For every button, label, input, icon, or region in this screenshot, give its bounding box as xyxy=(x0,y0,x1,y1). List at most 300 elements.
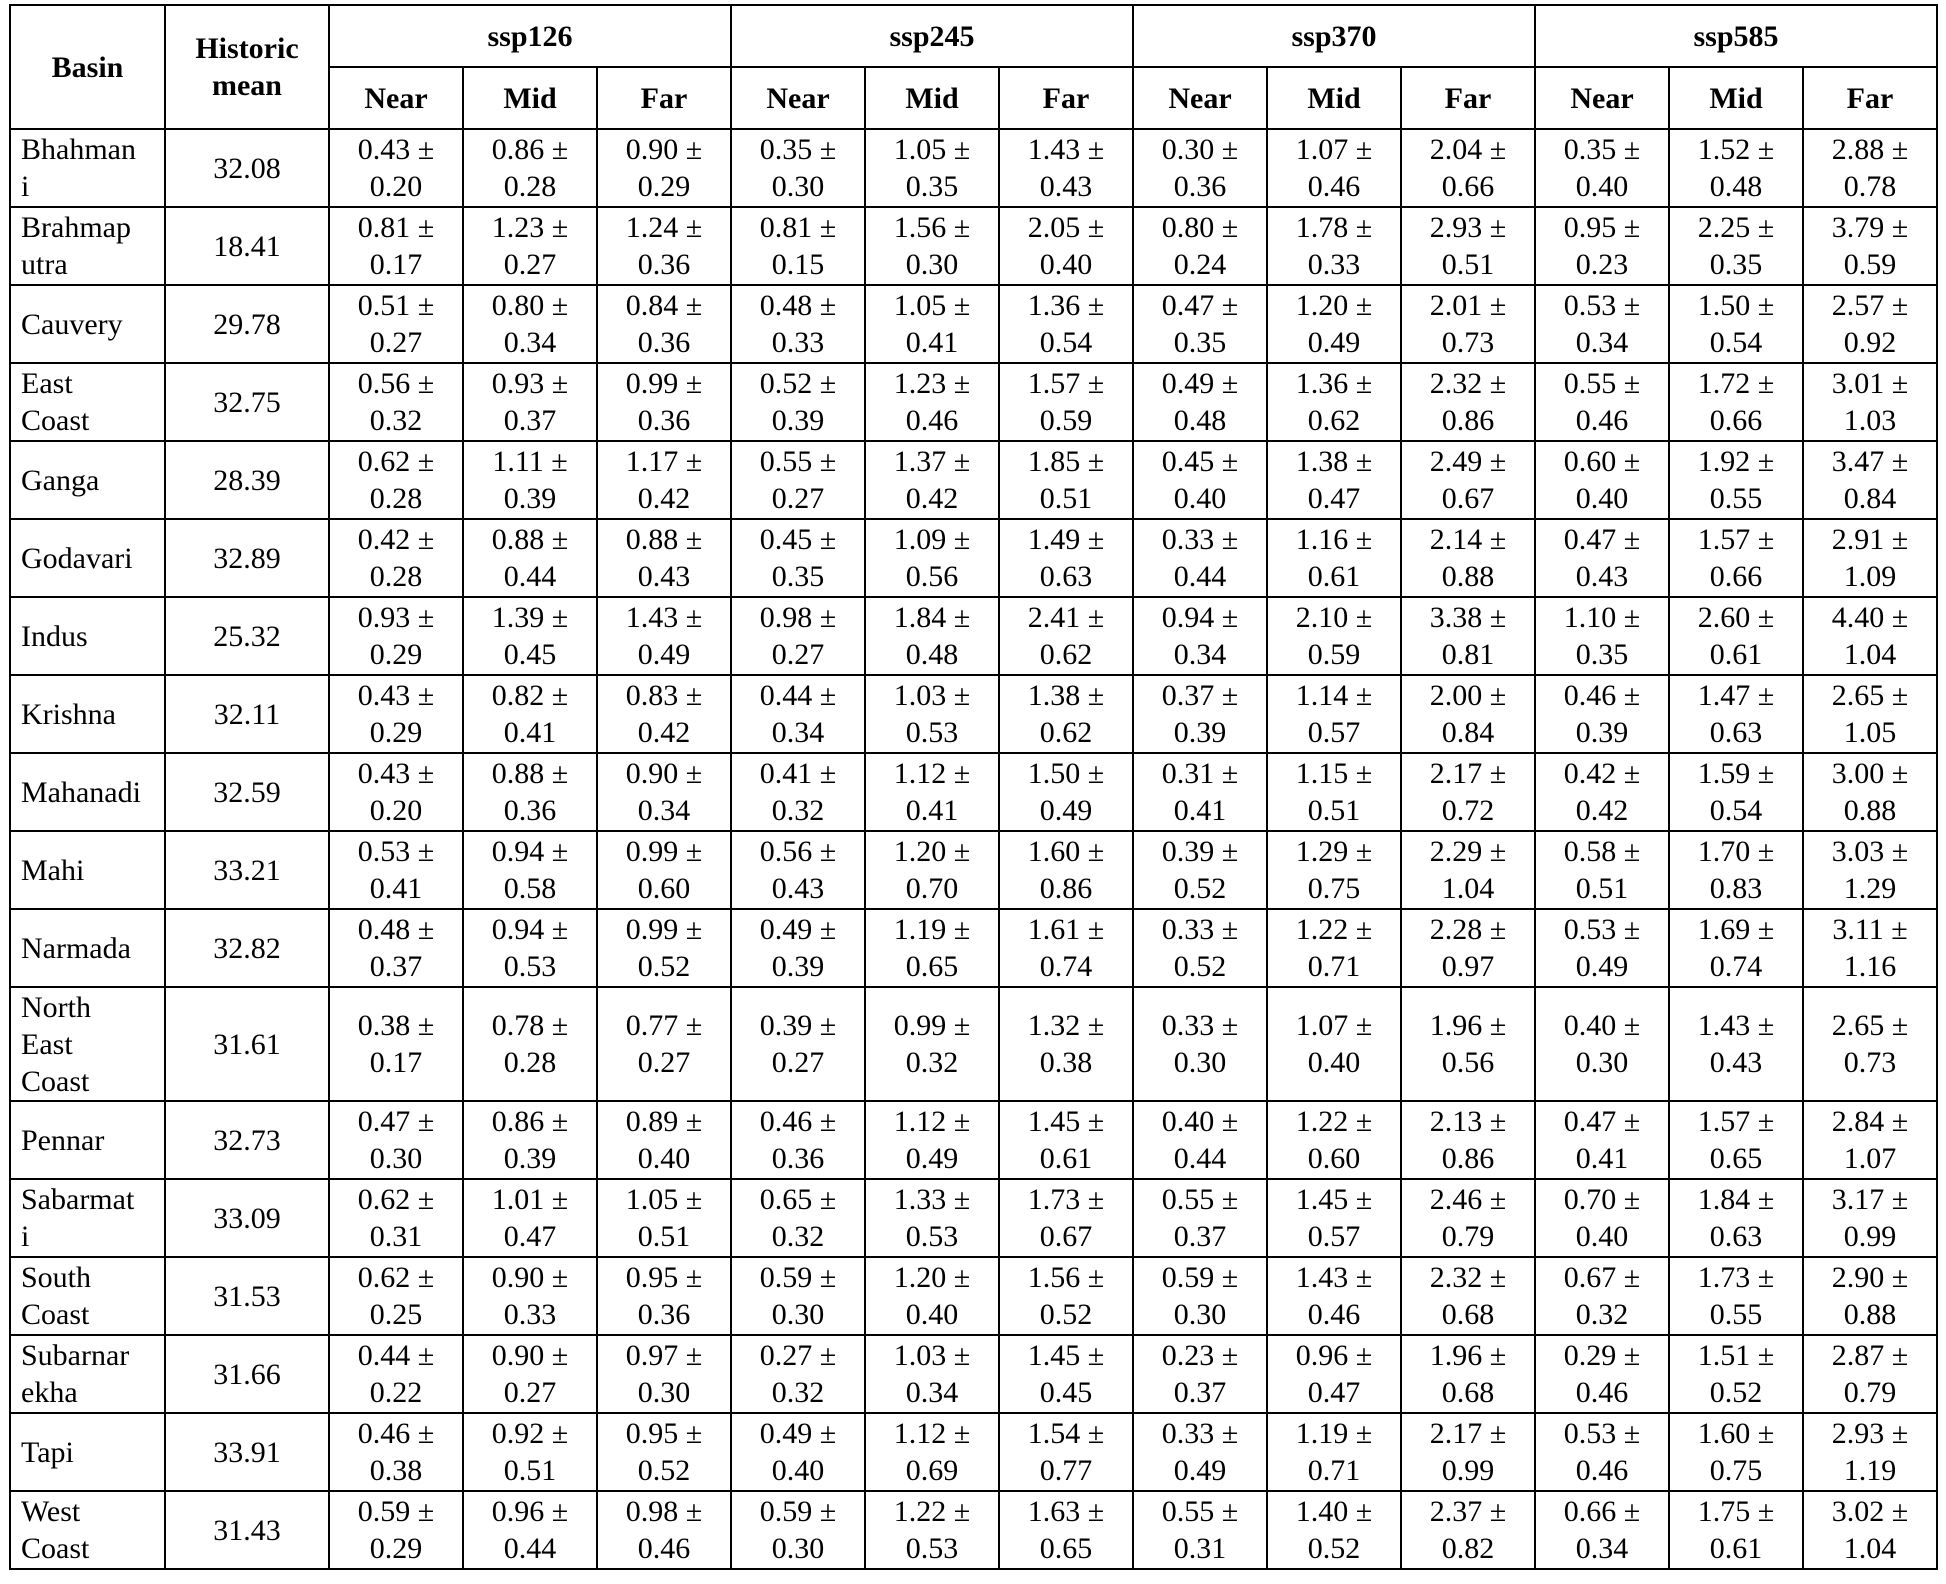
value-mean: 0.77 ± xyxy=(625,1009,703,1042)
value-mean: 1.45 ± xyxy=(1027,1339,1105,1372)
value-cell xyxy=(1267,1491,1401,1569)
value-sd: 0.68 xyxy=(1441,1376,1495,1409)
value-cell xyxy=(1401,1101,1535,1179)
value-mean: 0.43 ± xyxy=(357,133,435,166)
value-mean: 0.82 ± xyxy=(491,679,569,712)
value-cell xyxy=(1803,363,1937,441)
value-sd: 0.30 xyxy=(771,170,825,203)
value-mean: 0.42 ± xyxy=(357,523,435,556)
value-mean: 1.20 ± xyxy=(1295,289,1373,322)
value-mean: 0.35 ± xyxy=(1563,133,1641,166)
value-mean: 0.88 ± xyxy=(491,523,569,556)
value-sd: 0.86 xyxy=(1441,1142,1495,1175)
value-cell xyxy=(1267,1413,1401,1491)
value-mean: 2.17 ± xyxy=(1429,757,1507,790)
value-cell xyxy=(865,753,999,831)
value-cell xyxy=(1401,519,1535,597)
table-row xyxy=(10,1257,1937,1335)
value-mean: 3.17 ± xyxy=(1831,1183,1909,1216)
value-mean: 0.56 ± xyxy=(357,367,435,400)
value-cell xyxy=(1803,831,1937,909)
value-cell xyxy=(865,519,999,597)
value-cell xyxy=(597,519,731,597)
value-sd: 0.56 xyxy=(905,560,959,593)
value-cell xyxy=(597,207,731,285)
value-sd: 0.29 xyxy=(637,170,691,203)
value-cell xyxy=(999,363,1133,441)
table-row xyxy=(10,909,1937,987)
value-cell xyxy=(1803,675,1937,753)
value-cell xyxy=(1401,597,1535,675)
value-mean: 1.92 ± xyxy=(1697,445,1775,478)
value-sd: 0.71 xyxy=(1307,950,1361,983)
value-sd: 0.39 xyxy=(1173,716,1227,749)
value-cell xyxy=(597,441,731,519)
basin-cell xyxy=(10,1257,165,1335)
value-cell xyxy=(1133,1101,1267,1179)
value-mean: 0.47 ± xyxy=(1563,1105,1641,1138)
value-cell xyxy=(329,597,463,675)
value-sd: 0.44 xyxy=(503,560,557,593)
value-cell xyxy=(1133,207,1267,285)
value-sd: 0.63 xyxy=(1709,716,1763,749)
value-cell xyxy=(1669,1179,1803,1257)
value-mean: 2.32 ± xyxy=(1429,1261,1507,1294)
value-cell xyxy=(999,1335,1133,1413)
historic-mean-cell: 25.32 xyxy=(165,597,329,675)
value-mean: 0.99 ± xyxy=(625,367,703,400)
value-mean: 1.84 ± xyxy=(1697,1183,1775,1216)
value-mean: 0.88 ± xyxy=(625,523,703,556)
value-sd: 0.86 xyxy=(1441,404,1495,437)
value-mean: 0.40 ± xyxy=(1161,1105,1239,1138)
value-cell xyxy=(1401,753,1535,831)
value-cell xyxy=(731,1179,865,1257)
value-cell xyxy=(1401,207,1535,285)
value-cell xyxy=(731,1491,865,1569)
basin-name-line: Bhahman xyxy=(21,133,136,166)
value-cell xyxy=(731,753,865,831)
basin-cell xyxy=(10,909,165,987)
value-cell xyxy=(329,519,463,597)
value-cell xyxy=(1267,1335,1401,1413)
value-mean: 2.93 ± xyxy=(1429,211,1507,244)
value-mean: 2.65 ± xyxy=(1831,1009,1909,1042)
value-cell xyxy=(463,441,597,519)
value-mean: 1.24 ± xyxy=(625,211,703,244)
value-mean: 2.90 ± xyxy=(1831,1261,1909,1294)
value-sd: 0.53 xyxy=(503,950,557,983)
value-mean: 1.96 ± xyxy=(1429,1339,1507,1372)
value-mean: 1.17 ± xyxy=(625,445,703,478)
value-sd: 0.86 xyxy=(1039,872,1093,905)
value-cell xyxy=(1669,1257,1803,1335)
value-sd: 0.97 xyxy=(1441,950,1495,983)
value-mean: 0.93 ± xyxy=(491,367,569,400)
value-sd: 0.75 xyxy=(1709,1454,1763,1487)
basin-cell xyxy=(10,285,165,363)
value-mean: 1.45 ± xyxy=(1295,1183,1373,1216)
value-mean: 0.37 ± xyxy=(1161,679,1239,712)
value-cell xyxy=(597,129,731,207)
value-sd: 0.66 xyxy=(1709,404,1763,437)
value-mean: 3.00 ± xyxy=(1831,757,1909,790)
value-mean: 0.39 ± xyxy=(759,1009,837,1042)
value-cell xyxy=(1669,519,1803,597)
value-cell xyxy=(597,675,731,753)
value-sd: 0.53 xyxy=(905,716,959,749)
value-cell xyxy=(1267,1179,1401,1257)
value-sd: 0.73 xyxy=(1441,326,1495,359)
value-sd: 0.88 xyxy=(1843,794,1897,827)
value-sd: 0.40 xyxy=(1575,482,1629,515)
value-sd: 0.32 xyxy=(771,794,825,827)
basin-name-line: East xyxy=(21,1027,73,1061)
value-mean: 0.62 ± xyxy=(357,1261,435,1294)
value-cell xyxy=(1133,1413,1267,1491)
value-sd: 0.52 xyxy=(1039,1298,1093,1331)
value-cell xyxy=(1803,207,1937,285)
value-cell xyxy=(1535,597,1669,675)
value-sd: 0.48 xyxy=(1709,170,1763,203)
table-row xyxy=(10,1335,1937,1413)
value-sd: 0.63 xyxy=(1039,560,1093,593)
value-mean: 1.19 ± xyxy=(893,913,971,946)
value-sd: 0.46 xyxy=(1575,1376,1629,1409)
value-sd: 0.59 xyxy=(1307,638,1361,671)
value-sd: 0.48 xyxy=(905,638,959,671)
value-sd: 0.35 xyxy=(1575,638,1629,671)
value-sd: 0.40 xyxy=(1575,1220,1629,1253)
value-mean: 3.47 ± xyxy=(1831,445,1909,478)
value-cell xyxy=(1803,1257,1937,1335)
value-sd: 0.70 xyxy=(905,872,959,905)
value-cell xyxy=(1669,831,1803,909)
table-row xyxy=(10,987,1937,1101)
value-mean: 1.05 ± xyxy=(893,289,971,322)
value-cell xyxy=(865,207,999,285)
value-sd: 1.19 xyxy=(1843,1454,1897,1487)
basin-name-line: Cauvery xyxy=(21,307,123,341)
value-cell xyxy=(1535,1101,1669,1179)
value-sd: 0.82 xyxy=(1441,1532,1495,1565)
value-cell xyxy=(1133,1491,1267,1569)
value-sd: 0.63 xyxy=(1709,1220,1763,1253)
value-sd: 0.24 xyxy=(1173,248,1227,281)
value-cell xyxy=(1669,1335,1803,1413)
value-cell xyxy=(865,987,999,1101)
value-sd: 0.17 xyxy=(369,1046,423,1079)
value-sd: 0.41 xyxy=(369,872,423,905)
value-cell xyxy=(1669,675,1803,753)
value-cell xyxy=(1133,909,1267,987)
value-sd: 0.49 xyxy=(1039,794,1093,827)
value-sd: 0.40 xyxy=(1307,1046,1361,1079)
basin-cell xyxy=(10,1101,165,1179)
value-sd: 0.51 xyxy=(503,1454,557,1487)
value-cell xyxy=(463,1257,597,1335)
value-sd: 0.31 xyxy=(1173,1532,1227,1565)
value-cell xyxy=(1535,675,1669,753)
value-mean: 0.83 ± xyxy=(625,679,703,712)
value-cell xyxy=(1267,831,1401,909)
value-cell xyxy=(329,441,463,519)
value-sd: 0.29 xyxy=(369,716,423,749)
value-cell xyxy=(731,831,865,909)
value-mean: 0.93 ± xyxy=(357,601,435,634)
value-cell xyxy=(463,1491,597,1569)
value-cell xyxy=(1267,597,1401,675)
value-mean: 0.31 ± xyxy=(1161,757,1239,790)
value-mean: 0.48 ± xyxy=(357,913,435,946)
value-sd: 0.27 xyxy=(771,638,825,671)
value-sd: 0.45 xyxy=(1039,1376,1093,1409)
value-mean: 2.60 ± xyxy=(1697,601,1775,634)
value-sd: 0.32 xyxy=(1575,1298,1629,1331)
value-sd: 0.52 xyxy=(637,950,691,983)
value-sd: 0.25 xyxy=(369,1298,423,1331)
value-sd: 0.40 xyxy=(1575,170,1629,203)
table-row xyxy=(10,129,1937,207)
value-sd: 0.53 xyxy=(905,1532,959,1565)
value-mean: 1.03 ± xyxy=(893,679,971,712)
value-sd: 0.67 xyxy=(1039,1220,1093,1253)
value-cell xyxy=(329,909,463,987)
value-sd: 0.29 xyxy=(369,638,423,671)
value-sd: 0.67 xyxy=(1441,482,1495,515)
value-mean: 1.10 ± xyxy=(1563,601,1641,634)
value-mean: 0.99 ± xyxy=(893,1009,971,1042)
value-sd: 0.51 xyxy=(1307,794,1361,827)
value-mean: 0.84 ± xyxy=(625,289,703,322)
value-mean: 0.29 ± xyxy=(1563,1339,1641,1372)
header-period-ssp126-mid: Mid xyxy=(463,67,597,129)
value-sd: 0.57 xyxy=(1307,1220,1361,1253)
value-sd: 0.84 xyxy=(1843,482,1897,515)
value-sd: 1.29 xyxy=(1843,872,1897,905)
value-cell xyxy=(463,753,597,831)
value-mean: 3.01 ± xyxy=(1831,367,1909,400)
value-sd: 0.58 xyxy=(503,872,557,905)
value-sd: 0.65 xyxy=(1709,1142,1763,1175)
value-sd: 0.66 xyxy=(1441,170,1495,203)
value-mean: 0.86 ± xyxy=(491,1105,569,1138)
value-mean: 0.59 ± xyxy=(1161,1261,1239,1294)
value-mean: 1.33 ± xyxy=(893,1183,971,1216)
value-cell xyxy=(999,129,1133,207)
value-cell xyxy=(865,1335,999,1413)
header-period-ssp126-far: Far xyxy=(597,67,731,129)
value-cell xyxy=(1669,285,1803,363)
value-mean: 1.61 ± xyxy=(1027,913,1105,946)
value-cell xyxy=(329,1101,463,1179)
value-sd: 0.49 xyxy=(637,638,691,671)
value-mean: 1.01 ± xyxy=(491,1183,569,1216)
value-mean: 0.55 ± xyxy=(1563,367,1641,400)
value-cell xyxy=(597,597,731,675)
value-mean: 1.57 ± xyxy=(1697,523,1775,556)
value-mean: 0.81 ± xyxy=(759,211,837,244)
value-sd: 0.28 xyxy=(503,170,557,203)
value-mean: 0.52 ± xyxy=(759,367,837,400)
value-sd: 0.79 xyxy=(1441,1220,1495,1253)
historic-mean-cell: 32.82 xyxy=(165,909,329,987)
value-sd: 0.39 xyxy=(771,404,825,437)
value-sd: 0.22 xyxy=(369,1376,423,1409)
value-mean: 0.94 ± xyxy=(491,835,569,868)
value-sd: 0.32 xyxy=(905,1046,959,1079)
value-sd: 0.37 xyxy=(503,404,557,437)
value-mean: 1.29 ± xyxy=(1295,835,1373,868)
value-sd: 0.77 xyxy=(1039,1454,1093,1487)
value-cell xyxy=(731,675,865,753)
basin-name-line: utra xyxy=(21,248,68,281)
value-mean: 1.43 ± xyxy=(1697,1009,1775,1042)
basin-cell xyxy=(10,1413,165,1491)
value-mean: 1.37 ± xyxy=(893,445,971,478)
value-cell xyxy=(1535,519,1669,597)
value-sd: 0.30 xyxy=(1173,1046,1227,1079)
value-cell xyxy=(1133,987,1267,1101)
value-mean: 2.32 ± xyxy=(1429,367,1507,400)
value-cell xyxy=(597,1179,731,1257)
value-mean: 2.93 ± xyxy=(1831,1417,1909,1450)
value-mean: 0.80 ± xyxy=(491,289,569,322)
value-cell xyxy=(1535,1335,1669,1413)
value-mean: 0.46 ± xyxy=(1563,679,1641,712)
table-header xyxy=(10,5,1937,129)
value-mean: 2.28 ± xyxy=(1429,913,1507,946)
value-mean: 2.17 ± xyxy=(1429,1417,1507,1450)
value-sd: 0.55 xyxy=(1709,482,1763,515)
value-mean: 0.99 ± xyxy=(625,835,703,868)
value-cell xyxy=(1803,987,1937,1101)
value-cell xyxy=(1669,597,1803,675)
value-mean: 1.73 ± xyxy=(1697,1261,1775,1294)
value-mean: 0.41 ± xyxy=(759,757,837,790)
basin-name-line: Ganga xyxy=(21,463,100,497)
table-row xyxy=(10,597,1937,675)
historic-mean-cell: 18.41 xyxy=(165,207,329,285)
value-cell xyxy=(1133,1179,1267,1257)
basin-name-line: i xyxy=(21,1220,30,1253)
header-historic-line1: Historic xyxy=(195,32,299,65)
value-cell xyxy=(999,909,1133,987)
value-sd: 0.38 xyxy=(369,1454,423,1487)
value-mean: 1.09 ± xyxy=(893,523,971,556)
value-cell xyxy=(1803,753,1937,831)
historic-mean-cell: 31.66 xyxy=(165,1335,329,1413)
value-cell xyxy=(1669,1413,1803,1491)
value-mean: 0.33 ± xyxy=(1161,1009,1239,1042)
value-sd: 0.32 xyxy=(771,1376,825,1409)
value-sd: 1.05 xyxy=(1843,716,1897,749)
historic-mean-cell: 32.73 xyxy=(165,1101,329,1179)
value-cell xyxy=(1803,1491,1937,1569)
value-mean: 0.49 ± xyxy=(1161,367,1239,400)
value-cell xyxy=(463,285,597,363)
value-cell xyxy=(597,1257,731,1335)
value-mean: 0.66 ± xyxy=(1563,1495,1641,1528)
value-sd: 0.27 xyxy=(503,248,557,281)
value-mean: 0.43 ± xyxy=(357,757,435,790)
value-mean: 0.88 ± xyxy=(491,757,569,790)
value-sd: 0.46 xyxy=(905,404,959,437)
value-sd: 0.71 xyxy=(1307,1454,1361,1487)
table-row xyxy=(10,207,1937,285)
value-sd: 0.61 xyxy=(1709,638,1763,671)
value-mean: 1.51 ± xyxy=(1697,1339,1775,1372)
value-sd: 0.34 xyxy=(905,1376,959,1409)
value-sd: 0.36 xyxy=(503,794,557,827)
value-cell xyxy=(1133,597,1267,675)
value-mean: 1.43 ± xyxy=(625,601,703,634)
value-mean: 2.13 ± xyxy=(1429,1105,1507,1138)
value-cell xyxy=(463,1179,597,1257)
value-mean: 0.35 ± xyxy=(759,133,837,166)
value-mean: 0.86 ± xyxy=(491,133,569,166)
value-cell xyxy=(1401,909,1535,987)
value-mean: 0.47 ± xyxy=(1563,523,1641,556)
value-cell xyxy=(1535,363,1669,441)
value-cell xyxy=(1133,675,1267,753)
value-cell xyxy=(1267,441,1401,519)
value-sd: 0.47 xyxy=(503,1220,557,1253)
value-mean: 2.00 ± xyxy=(1429,679,1507,712)
value-cell xyxy=(1401,441,1535,519)
value-cell xyxy=(329,129,463,207)
value-cell xyxy=(1267,285,1401,363)
value-cell xyxy=(463,1101,597,1179)
value-sd: 0.48 xyxy=(1173,404,1227,437)
value-cell xyxy=(463,1335,597,1413)
value-cell xyxy=(1267,675,1401,753)
basin-cell xyxy=(10,519,165,597)
historic-mean-cell: 33.91 xyxy=(165,1413,329,1491)
value-cell xyxy=(1535,1257,1669,1335)
value-sd: 0.41 xyxy=(1575,1142,1629,1175)
value-sd: 0.40 xyxy=(1173,482,1227,515)
value-mean: 0.53 ± xyxy=(357,835,435,868)
value-sd: 0.32 xyxy=(369,404,423,437)
value-mean: 1.75 ± xyxy=(1697,1495,1775,1528)
value-sd: 0.54 xyxy=(1709,326,1763,359)
value-mean: 1.36 ± xyxy=(1027,289,1105,322)
value-mean: 0.39 ± xyxy=(1161,835,1239,868)
value-mean: 2.25 ± xyxy=(1697,211,1775,244)
value-mean: 3.38 ± xyxy=(1429,601,1507,634)
header-scenario-ssp370: ssp370 xyxy=(1133,5,1535,67)
value-mean: 1.05 ± xyxy=(625,1183,703,1216)
basin-name-line: North xyxy=(21,990,91,1024)
value-sd: 0.62 xyxy=(1039,716,1093,749)
value-cell xyxy=(1267,129,1401,207)
value-mean: 0.53 ± xyxy=(1563,289,1641,322)
value-mean: 0.46 ± xyxy=(357,1417,435,1450)
value-cell xyxy=(1803,129,1937,207)
value-sd: 0.39 xyxy=(503,482,557,515)
value-mean: 0.55 ± xyxy=(1161,1183,1239,1216)
value-cell xyxy=(731,1101,865,1179)
value-sd: 1.03 xyxy=(1843,404,1897,437)
value-mean: 0.53 ± xyxy=(1563,1417,1641,1450)
basin-cell xyxy=(10,831,165,909)
header-historic-line2: mean xyxy=(212,69,282,102)
basin-name-line: Brahmap xyxy=(21,211,131,244)
historic-mean-cell: 29.78 xyxy=(165,285,329,363)
value-cell xyxy=(999,441,1133,519)
header-period-ssp370-far: Far xyxy=(1401,67,1535,129)
